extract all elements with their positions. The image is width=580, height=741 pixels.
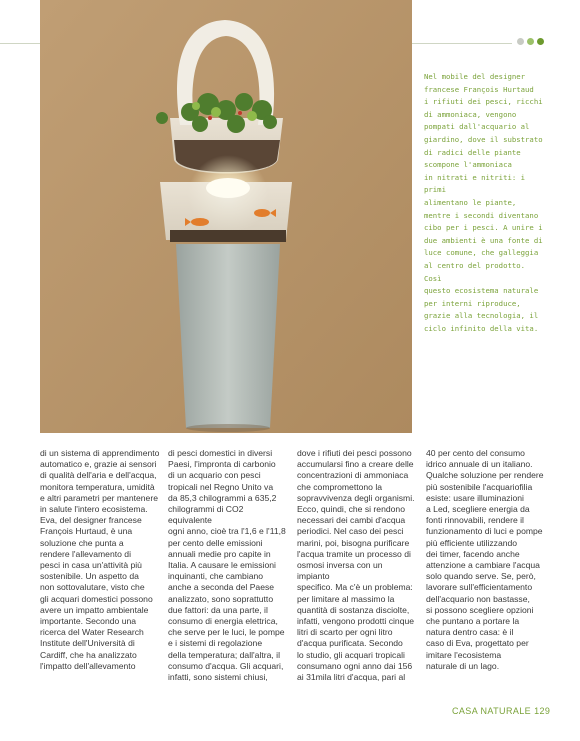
dot-gray xyxy=(517,38,524,45)
page-folio xyxy=(452,706,550,716)
dot-green-light xyxy=(527,38,534,45)
product-photo xyxy=(40,0,412,433)
top-rule-left xyxy=(0,43,40,44)
body-column-1: di un sistema di apprendimento automatico e, grazie ai sensori di qualità dell'aria e dell'acqua, monitora temperatura, umidità e altri parametri per mantenere in salute l'intero ecosistema. Eva, del designer francese François Hurtaud, è una soluzione che punta a rendere l'allevamento di pesci in casa un'attività più sostenibile. Un aspetto da non sottovalutare, visto che gli acquari domestici possono avere un impatto ambientale importante. Secondo una ricerca del Water Research Institute dell'Università di Cardiff, che ha analizzato l'impatto dell'allevamento xyxy=(40,448,160,671)
page-number: 129 xyxy=(534,706,551,716)
photo-caption: Nel mobile del designer francese François Hurtaud i rifiuti dei pesci, ricchi di ammoniaca, vengono pompati dall'acquario al giardino, dove il substrato di radici delle piante scompone l'ammoniaca in nitrati e nitriti: i primi alimentano le piante, mentre i secondi diventano cibo per i pesci. A unire i due ambienti è una fonte di luce comune, che galleggia al centro del prodotto. Così questo ecosistema naturale per interni riproduce, grazie alla tecnologia, il ciclo infinito della vita. xyxy=(424,72,543,333)
dot-green xyxy=(537,38,544,45)
page-dots xyxy=(517,38,544,45)
body-column-4: 40 per cento del consumo idrico annuale di un italiano. Qualche soluzione per rendere più sostenibile l'acquariofilia esiste: usare illuminazioni a Led, scegliere energia da fonti rinnovabili, rendere il funzionamento di luci e pompe più efficiente utilizzando dei timer, facendo anche attenzione a cambiare l'acqua solo quando serve. Se, però, lavorare sull'efficientamento dell'acquario non bastasse, si possono scegliere opzioni che puntano a portare la natura dentro casa: è il caso di Eva, progettato per imitare l'ecosistema naturale di un lago. xyxy=(426,448,544,671)
eva-aquarium-illustration xyxy=(40,0,412,433)
body-column-2: di pesci domestici in diversi Paesi, l'impronta di carbonio di un acquario con pesci tropicali nel Regno Unito va da 85,3 chilogrammi a 635,2 chilogrammi di CO2 equivalente ogni anno, cioè tra l'1,6 e l'11,8 per cento delle emissioni annuali medie pro capite in Italia. A causare le emissioni inquinanti, che cambiano anche a seconda del Paese analizzato, sono soprattutto due fattori: da una parte, il consumo di energia elettrica, che serve per le luci, le pompe e i sistemi di regolazione della temperatura; dall'altra, il consumo d'acqua. Gli acquari, infatti, sono sistemi chiusi, xyxy=(168,448,286,683)
body-column-3: dove i rifiuti dei pesci possono accumularsi fino a creare delle concentrazioni di ammoniaca che compromettono la sopravvivenza degli organismi. Ecco, quindi, che si rendono necessari dei cambi d'acqua periodici. Nel caso dei pesci marini, poi, bisogna purificare l'acqua tramite un processo di osmosi inversa con un impianto specifico. Ma c'è un problema: per limitare al massimo la quantità di sostanza disciolte, infatti, vengono prodotti cinque litri di scarto per ogni litro d'acqua purificata. Secondo lo studio, gli acquari tropicali consumano ogni anno dai 156 ai 31mila litri d'acqua, pari al xyxy=(297,448,415,683)
section-name: CASA NATURALE xyxy=(452,706,532,716)
top-rule-right xyxy=(412,43,512,44)
